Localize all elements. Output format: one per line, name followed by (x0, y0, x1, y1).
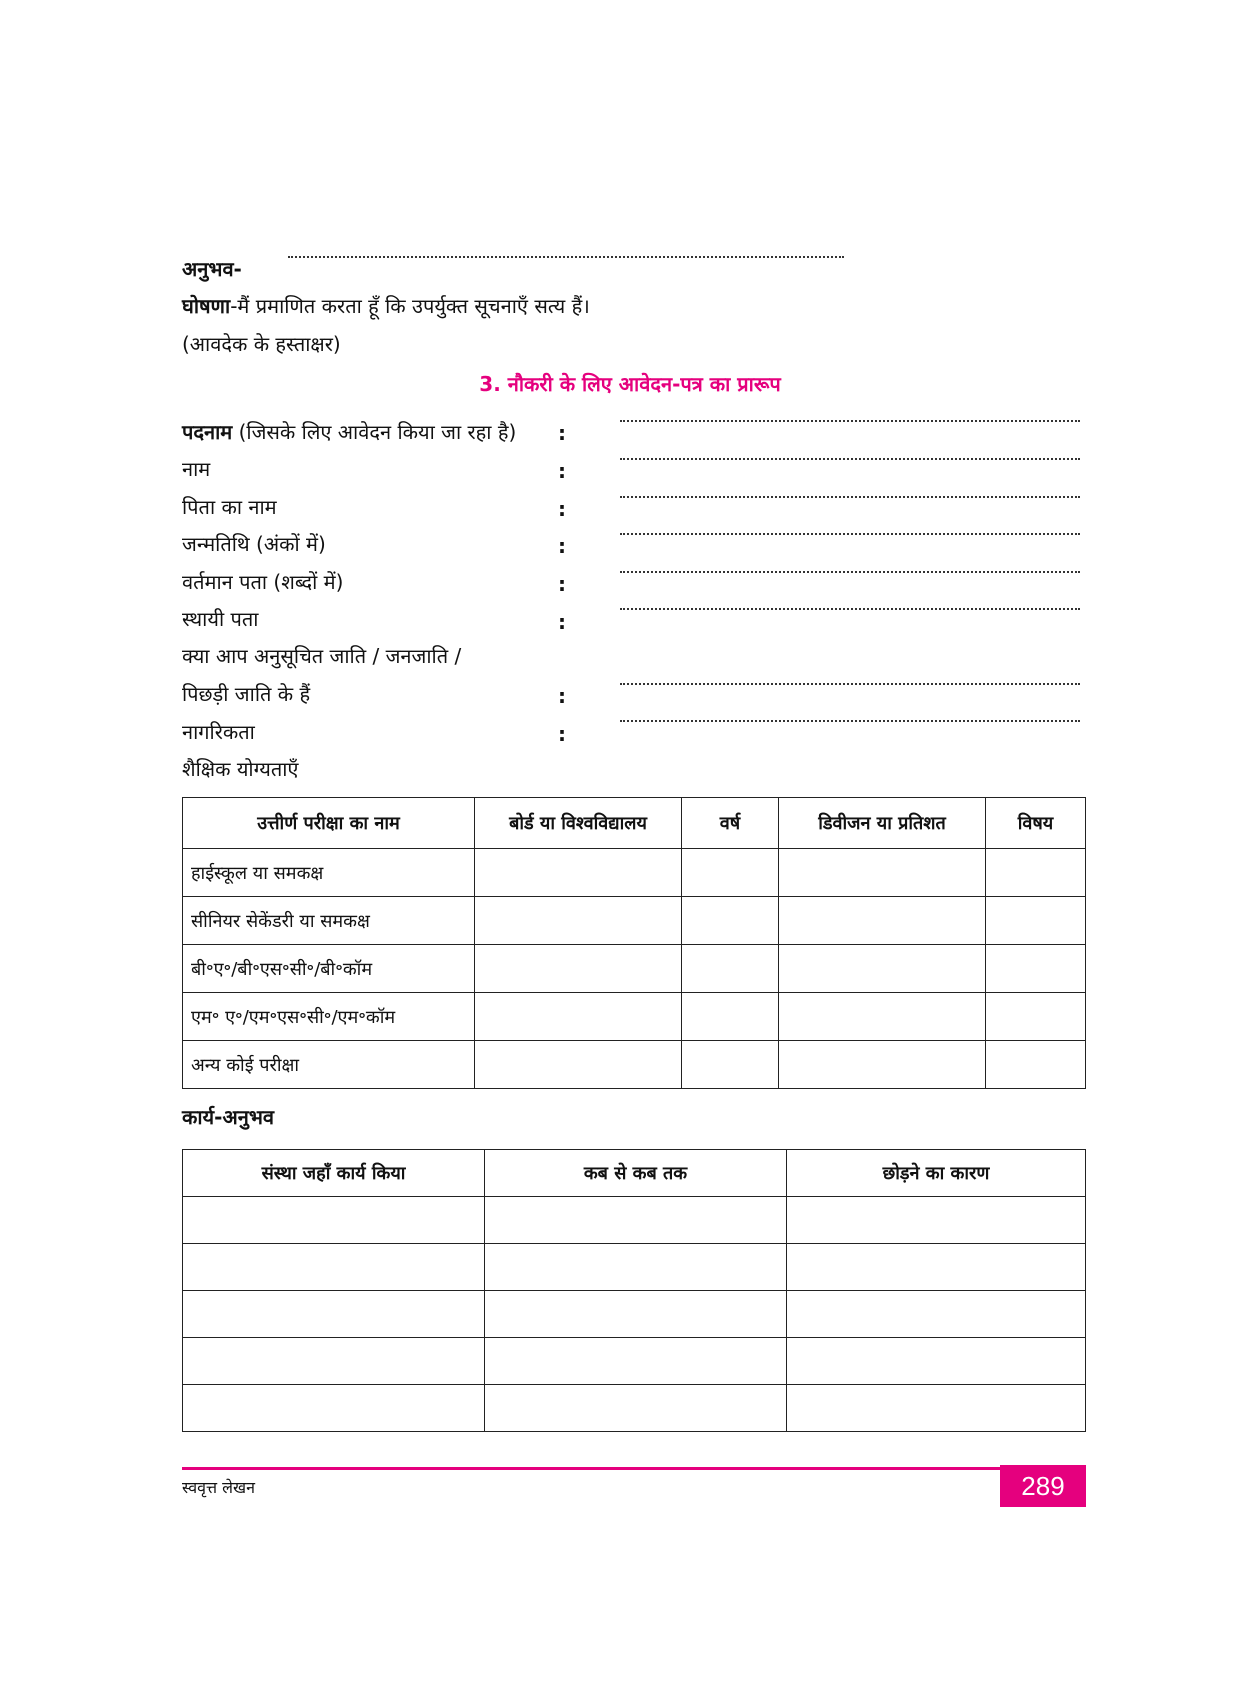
table-row-label: बी॰ए॰/बी॰एस॰सी॰/बी॰कॉम (183, 945, 475, 993)
table-cell (787, 1291, 1086, 1338)
table-cell (682, 1041, 779, 1089)
table-cell (475, 897, 682, 945)
table-row (183, 1338, 1086, 1385)
table-cell (779, 945, 986, 993)
table-row (183, 897, 1086, 945)
field-caste-line2: पिछड़ी जाति के हैं (182, 682, 311, 706)
table-cell (986, 945, 1086, 993)
table-cell (485, 1244, 787, 1291)
table-cell (682, 945, 779, 993)
table-cell (787, 1244, 1086, 1291)
field-post-bold: पदनाम (182, 420, 233, 444)
table-row (183, 849, 1086, 897)
experience-label: अनुभव- (182, 257, 242, 281)
table-cell (779, 897, 986, 945)
table-cell (183, 1338, 485, 1385)
colon: : (558, 497, 566, 521)
colon: : (558, 722, 566, 746)
field-citizenship-dots (620, 720, 1080, 722)
table-row (183, 1041, 1086, 1089)
table-cell (183, 1385, 485, 1432)
table-cell (787, 1197, 1086, 1244)
table-cell (986, 897, 1086, 945)
field-current-address: वर्तमान पता (शब्दों में) (182, 570, 344, 594)
table-row (183, 993, 1086, 1041)
table-row (183, 1385, 1086, 1432)
colon: : (558, 610, 566, 634)
table-header-cell: विषय (986, 798, 1086, 849)
table-header-cell: बोर्ड या विश्वविद्यालय (475, 798, 682, 849)
table-row-label: सीनियर सेकेंडरी या समकक्ष (183, 897, 475, 945)
table-row-label: एम॰ ए॰/एम॰एस॰सी॰/एम॰कॉम (183, 993, 475, 1041)
table-cell (475, 849, 682, 897)
table-cell (485, 1338, 787, 1385)
field-post-dots (620, 420, 1080, 422)
table-cell (986, 1041, 1086, 1089)
declaration (182, 293, 590, 319)
table-cell (682, 849, 779, 897)
field-current-address-dots (620, 571, 1080, 573)
field-dob-dots (620, 533, 1080, 535)
field-caste-dots (620, 683, 1080, 685)
table-header-cell: उत्तीर्ण परीक्षा का नाम (183, 798, 475, 849)
table-cell (475, 1041, 682, 1089)
table-cell (779, 993, 986, 1041)
field-name-dots (620, 458, 1080, 460)
field-dob: जन्मतिथि (अंकों में) (182, 532, 326, 556)
table-header-cell: वर्ष (682, 798, 779, 849)
footer-chapter: स्ववृत्त लेखन (182, 1478, 255, 1497)
declaration-text: -मैं प्रमाणित करता हूँ कि उपर्युक्त सूचनाएँ सत्य हैं। (230, 294, 590, 318)
table-row (183, 1197, 1086, 1244)
field-name: नाम (182, 457, 211, 481)
table-row-label: अन्य कोई परीक्षा (183, 1041, 475, 1089)
table-header-cell: डिवीजन या प्रतिशत (779, 798, 986, 849)
table-header-row (183, 1150, 1086, 1197)
table-cell (485, 1291, 787, 1338)
colon: : (558, 421, 566, 445)
field-education: शैक्षिक योग्यताएँ (182, 757, 299, 781)
field-permanent-address-dots (620, 608, 1080, 610)
table-header-cell: कब से कब तक (485, 1150, 787, 1197)
footer-rule (182, 1467, 1002, 1470)
table-cell (475, 945, 682, 993)
field-citizenship: नागरिकता (182, 720, 255, 744)
work-experience-title: कार्य-अनुभव (182, 1105, 275, 1129)
table-cell (485, 1197, 787, 1244)
table-header-cell: छोड़ने का कारण (787, 1150, 1086, 1197)
declaration-label: घोषणा (182, 294, 231, 318)
work-experience-table (182, 1149, 1086, 1432)
table-cell (183, 1244, 485, 1291)
table-cell (682, 993, 779, 1041)
field-father-name-dots (620, 496, 1080, 498)
colon: : (558, 459, 566, 483)
table-cell (183, 1197, 485, 1244)
table-row (183, 1244, 1086, 1291)
table-cell (787, 1385, 1086, 1432)
experience-dotted-line (288, 256, 844, 258)
table-header-row (183, 798, 1086, 849)
field-post-rest: (जिसके लिए आवेदन किया जा रहा है) (232, 420, 517, 444)
table-cell (475, 993, 682, 1041)
table-row (183, 945, 1086, 993)
table-cell (986, 993, 1086, 1041)
colon: : (558, 534, 566, 558)
table-cell (682, 897, 779, 945)
section-heading: 3. नौकरी के लिए आवेदन-पत्र का प्रारूप (479, 372, 781, 396)
colon: : (558, 572, 566, 596)
field-post (182, 419, 516, 445)
signature-text: (आवदेक के हस्ताक्षर) (182, 332, 341, 356)
table-header-cell: संस्था जहाँ कार्य किया (183, 1150, 485, 1197)
colon: : (558, 684, 566, 708)
table-cell (779, 849, 986, 897)
field-permanent-address: स्थायी पता (182, 607, 259, 631)
table-cell (183, 1291, 485, 1338)
table-cell (485, 1385, 787, 1432)
table-row (183, 1291, 1086, 1338)
table-row-label: हाईस्कूल या समकक्ष (183, 849, 475, 897)
field-caste-line1: क्या आप अनुसूचित जाति / जनजाति / (182, 644, 462, 668)
field-father-name: पिता का नाम (182, 495, 277, 519)
table-cell (787, 1338, 1086, 1385)
page-number: 289 (1000, 1465, 1086, 1507)
table-cell (986, 849, 1086, 897)
table-cell (779, 1041, 986, 1089)
education-table (182, 797, 1086, 1089)
